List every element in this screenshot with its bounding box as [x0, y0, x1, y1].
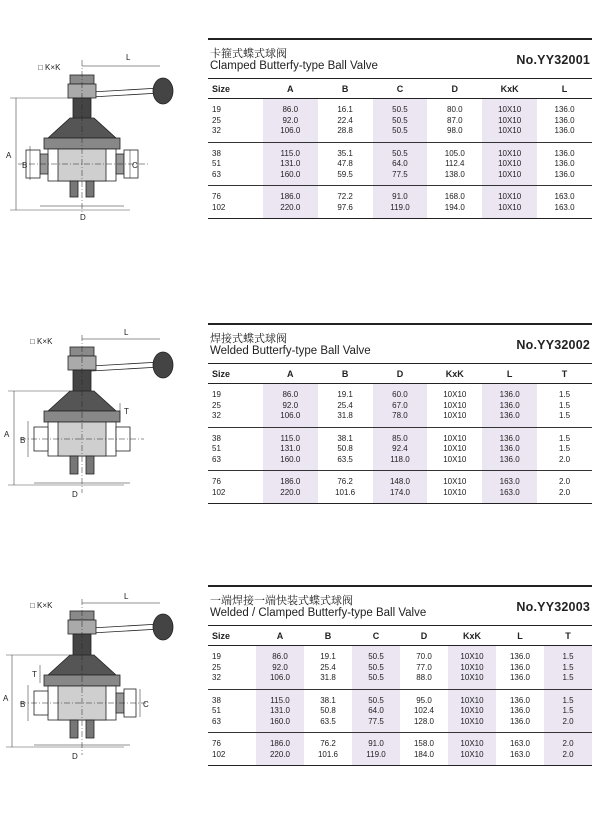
column-header: KxK — [448, 626, 496, 646]
table-cell: 72.2 — [337, 192, 353, 201]
table-cell: 10X10 — [448, 663, 496, 674]
table-cell: 22.4 — [337, 115, 353, 125]
table-row — [208, 401, 592, 412]
table-cell: 38.1 — [337, 433, 353, 443]
table-cell: 91.0 — [352, 733, 400, 750]
label-l: L — [124, 328, 129, 337]
table-cell: 50.5 — [373, 99, 428, 116]
column-header: L — [496, 626, 544, 646]
table-cell: 10X10 — [482, 142, 537, 159]
table-cell: 136.0 — [509, 652, 531, 661]
model-number: No.YY32001 — [516, 53, 590, 67]
table-row — [208, 646, 592, 663]
column-header: Size — [208, 79, 263, 99]
table-cell: 2.0 — [537, 488, 592, 504]
table-cell: 136.0 — [537, 170, 592, 186]
table-cell: 25.4 — [320, 662, 336, 672]
table-cell: 59.5 — [318, 170, 373, 186]
table-cell: 10X10 — [448, 689, 496, 706]
table-cell: 95.0 — [416, 695, 432, 705]
table-header-row — [208, 626, 592, 646]
column-header: A — [256, 626, 304, 646]
table-cell: 10X10 — [427, 488, 482, 504]
spec-table — [208, 363, 592, 504]
table-cell: 163.0 — [509, 739, 531, 748]
title-chinese: 卡箍式蝶式球阀 — [210, 47, 287, 60]
table-cell: 101.6 — [304, 750, 352, 766]
title-english: Welded / Clamped Butterfy-type Ball Valve — [210, 607, 427, 619]
table-cell: 1.5 — [558, 390, 571, 399]
table-cell: 19 — [212, 390, 221, 399]
table-cell: 10X10 — [482, 186, 537, 203]
label-l: L — [126, 53, 131, 62]
table-cell: 115.0 — [263, 142, 318, 159]
table-cell: 50.5 — [373, 116, 428, 127]
table-cell: 112.4 — [445, 159, 465, 168]
table-cell: 220.0 — [256, 750, 304, 766]
table-row — [208, 673, 592, 689]
table-cell: 10X10 — [482, 99, 537, 116]
table-cell: 63.5 — [318, 455, 373, 471]
table-cell: 64.0 — [373, 159, 428, 170]
table-row — [208, 186, 592, 203]
column-header: B — [304, 626, 352, 646]
column-header: C — [352, 626, 400, 646]
label-a: A — [4, 430, 10, 439]
table-cell: 136.0 — [482, 455, 537, 471]
label-c: C — [132, 161, 138, 170]
table-cell: 64.0 — [352, 706, 400, 717]
table-cell: 136.0 — [509, 662, 531, 672]
valve-drawing-3 — [0, 585, 200, 825]
table-cell: 10X10 — [482, 203, 537, 219]
table-cell: 92.0 — [256, 663, 304, 674]
table-cell: 119.0 — [352, 750, 400, 766]
table-cell: 1.5 — [558, 400, 571, 410]
table-cell: 88.0 — [400, 673, 448, 689]
table-cell: 128.0 — [400, 717, 448, 733]
table-cell: 76 — [212, 477, 221, 486]
table-row — [208, 717, 592, 733]
table-cell: 102 — [208, 750, 256, 766]
table-row — [208, 159, 592, 170]
table-row — [208, 455, 592, 471]
table-cell: 136.0 — [482, 444, 537, 455]
column-header: Size — [208, 364, 263, 384]
label-b: B — [22, 161, 28, 170]
table-cell: 184.0 — [400, 750, 448, 766]
table-row — [208, 126, 592, 142]
table-cell: 10X10 — [443, 433, 467, 443]
table-cell: 63 — [208, 170, 263, 186]
table-row — [208, 203, 592, 219]
table-cell: 2.0 — [544, 733, 592, 750]
table-row — [208, 471, 592, 488]
table-cell: 10X10 — [448, 733, 496, 750]
table-row — [208, 750, 592, 766]
table-cell: 51 — [212, 444, 221, 453]
table-cell: 10X10 — [448, 717, 496, 733]
table-cell: 92.4 — [373, 444, 428, 455]
table-cell: 10X10 — [482, 159, 537, 170]
column-header: C — [373, 79, 428, 99]
table-cell: 32 — [208, 673, 256, 689]
table-cell: 2.0 — [558, 477, 571, 486]
table-row — [208, 99, 592, 116]
table-cell: 186.0 — [263, 186, 318, 203]
table-row — [208, 142, 592, 159]
label-t: T — [32, 670, 37, 679]
column-header: Size — [208, 626, 256, 646]
table-cell: 136.0 — [537, 126, 592, 142]
column-header: B — [318, 364, 373, 384]
label-kxk: □ K×K — [30, 337, 53, 346]
table-header-row — [208, 79, 592, 99]
table-cell: 163.0 — [496, 750, 544, 766]
table-cell: 31.8 — [304, 673, 352, 689]
table-row — [208, 170, 592, 186]
table-cell: 106.0 — [263, 126, 318, 142]
table-cell: 138.0 — [427, 170, 482, 186]
table-cell: 136.0 — [554, 105, 575, 114]
table-row — [208, 488, 592, 504]
table-cell: 50.5 — [352, 646, 400, 663]
table-row — [208, 427, 592, 444]
table-cell: 136.0 — [482, 427, 537, 444]
table-cell: 136.0 — [496, 717, 544, 733]
table-cell: 186.0 — [263, 471, 318, 488]
table-cell: 1.5 — [537, 411, 592, 427]
table-cell: 50.5 — [352, 673, 400, 689]
table-row — [208, 444, 592, 455]
table-cell: 10X10 — [448, 750, 496, 766]
table-cell: 1.5 — [544, 689, 592, 706]
table-cell: 186.0 — [256, 733, 304, 750]
table-cell: 10X10 — [427, 455, 482, 471]
table-cell: 35.1 — [337, 148, 353, 158]
title-block — [208, 38, 592, 78]
table-cell: 1.5 — [544, 646, 592, 663]
table-cell: 102 — [208, 488, 263, 504]
table-cell: 2.0 — [544, 750, 592, 766]
table-cell: 136.0 — [554, 159, 575, 168]
label-d: D — [72, 490, 78, 499]
table-cell: 131.0 — [256, 706, 304, 717]
table-cell: 19.1 — [320, 652, 336, 661]
label-l: L — [124, 592, 129, 601]
table-cell: 31.8 — [318, 411, 373, 427]
table-cell: 148.0 — [373, 471, 428, 488]
table-cell: 10X10 — [443, 400, 467, 410]
table-cell: 32 — [208, 126, 263, 142]
table-cell: 98.0 — [427, 126, 482, 142]
table-cell: 1.5 — [558, 433, 571, 443]
table-cell: 38 — [212, 433, 221, 443]
table-cell: 76.2 — [337, 477, 353, 486]
table-cell: 10X10 — [443, 444, 467, 453]
table-cell: 51 — [212, 159, 221, 168]
info-block-1 — [208, 38, 592, 219]
table-cell: 136.0 — [509, 706, 531, 715]
table-cell: 70.0 — [416, 652, 432, 661]
column-header: D — [400, 626, 448, 646]
table-cell: 131.0 — [263, 444, 318, 455]
table-cell: 160.0 — [263, 170, 318, 186]
table-cell: 50.5 — [373, 126, 428, 142]
table-cell: 115.0 — [256, 689, 304, 706]
table-cell: 10X10 — [482, 170, 537, 186]
table-cell: 63 — [208, 455, 263, 471]
table-cell: 102.4 — [413, 706, 435, 715]
table-cell: 92.0 — [263, 116, 318, 127]
table-cell: 10X10 — [482, 116, 537, 127]
title-chinese: 一端焊接一端快装式蝶式球阀 — [210, 594, 353, 607]
table-cell: 51 — [212, 706, 221, 715]
table-cell: 136.0 — [482, 411, 537, 427]
column-header: L — [537, 79, 592, 99]
label-d: D — [80, 213, 86, 222]
table-cell: 174.0 — [373, 488, 428, 504]
table-cell: 86.0 — [263, 384, 318, 401]
table-cell: 19 — [212, 652, 221, 661]
table-cell: 50.5 — [352, 689, 400, 706]
title-chinese: 焊接式蝶式球阀 — [210, 332, 287, 345]
column-header: T — [544, 626, 592, 646]
table-cell: 80.0 — [447, 105, 463, 114]
table-cell: 85.0 — [373, 427, 428, 444]
table-cell: 10X10 — [443, 390, 467, 399]
table-cell: 160.0 — [263, 455, 318, 471]
label-b: B — [20, 436, 26, 445]
table-cell: 77.5 — [352, 717, 400, 733]
table-cell: 136.0 — [496, 673, 544, 689]
table-cell: 50.5 — [352, 663, 400, 674]
table-cell: 106.0 — [256, 673, 304, 689]
table-cell: 25 — [212, 662, 221, 672]
table-cell: 38 — [212, 148, 221, 158]
table-cell: 105.0 — [444, 148, 465, 158]
table-cell: 16.1 — [337, 105, 353, 114]
table-cell: 115.0 — [263, 427, 318, 444]
table-cell: 92.0 — [263, 401, 318, 412]
table-cell: 67.0 — [373, 401, 428, 412]
table-cell: 220.0 — [263, 203, 318, 219]
table-cell: 86.0 — [263, 99, 318, 116]
table-cell: 136.0 — [509, 695, 531, 705]
table-cell: 19 — [212, 105, 221, 114]
table-cell: 163.0 — [537, 203, 592, 219]
table-cell: 2.0 — [537, 455, 592, 471]
table-cell: 28.8 — [318, 126, 373, 142]
table-cell: 10X10 — [443, 477, 467, 486]
table-cell: 10X10 — [448, 673, 496, 689]
table-cell: 136.0 — [554, 148, 575, 158]
table-row — [208, 689, 592, 706]
table-cell: 163.0 — [482, 471, 537, 488]
label-b: B — [20, 700, 26, 709]
table-cell: 102 — [208, 203, 263, 219]
table-cell: 77.0 — [416, 662, 432, 672]
title-block — [208, 323, 592, 363]
model-number: No.YY32002 — [516, 338, 590, 352]
table-cell: 10X10 — [482, 126, 537, 142]
column-header: A — [263, 79, 318, 99]
table-cell: 10X10 — [427, 411, 482, 427]
table-cell: 118.0 — [373, 455, 428, 471]
table-cell: 78.0 — [373, 411, 428, 427]
valve-drawing-2 — [0, 323, 200, 563]
table-cell: 163.0 — [554, 192, 575, 201]
title-english: Clamped Butterfy-type Ball Valve — [210, 60, 378, 72]
table-cell: 194.0 — [427, 203, 482, 219]
table-row — [208, 706, 592, 717]
spec-table — [208, 78, 592, 219]
table-cell: 106.0 — [263, 411, 318, 427]
label-kxk: □ K×K — [38, 63, 61, 72]
column-header: T — [537, 364, 592, 384]
table-cell: 136.0 — [482, 401, 537, 412]
table-cell: 97.6 — [318, 203, 373, 219]
table-cell: 91.0 — [373, 186, 428, 203]
table-cell: 87.0 — [447, 115, 463, 125]
table-row — [208, 663, 592, 674]
info-block-2 — [208, 323, 592, 504]
table-cell: 163.0 — [482, 488, 537, 504]
table-cell: 136.0 — [554, 115, 575, 125]
table-cell: 77.5 — [373, 170, 428, 186]
table-cell: 220.0 — [263, 488, 318, 504]
table-cell: 1.5 — [544, 663, 592, 674]
table-cell: 76 — [212, 192, 221, 201]
table-cell: 131.0 — [263, 159, 318, 170]
label-d: D — [72, 752, 78, 761]
model-number: No.YY32003 — [516, 600, 590, 614]
table-cell: 50.8 — [337, 444, 353, 453]
table-cell: 63 — [208, 717, 256, 733]
table-row — [208, 411, 592, 427]
column-header: KxK — [482, 79, 537, 99]
column-header: B — [318, 79, 373, 99]
table-cell: 47.8 — [337, 159, 353, 168]
table-cell: 10X10 — [448, 706, 496, 717]
table-cell: 101.6 — [318, 488, 373, 504]
column-header: KxK — [427, 364, 482, 384]
table-cell: 19.1 — [337, 390, 353, 399]
table-cell: 86.0 — [256, 646, 304, 663]
info-block-3 — [208, 585, 592, 766]
table-cell: 1.5 — [544, 673, 592, 689]
table-cell: 50.5 — [373, 142, 428, 159]
table-cell: 60.0 — [373, 384, 428, 401]
table-row — [208, 116, 592, 127]
table-cell: 1.5 — [544, 706, 592, 717]
table-cell: 160.0 — [256, 717, 304, 733]
title-english: Welded Butterfy-type Ball Valve — [210, 345, 371, 357]
table-cell: 2.0 — [544, 717, 592, 733]
column-header: D — [373, 364, 428, 384]
table-cell: 158.0 — [413, 739, 435, 748]
table-cell: 1.5 — [558, 444, 571, 453]
table-row — [208, 384, 592, 401]
table-cell: 119.0 — [373, 203, 428, 219]
table-cell: 63.5 — [304, 717, 352, 733]
table-cell: 76.2 — [320, 739, 336, 748]
table-cell: 25 — [212, 115, 221, 125]
table-cell: 10X10 — [448, 646, 496, 663]
table-header-row — [208, 364, 592, 384]
label-c: C — [143, 700, 149, 709]
table-cell: 25.4 — [337, 400, 353, 410]
table-cell: 38 — [212, 695, 221, 705]
table-cell: 76 — [212, 739, 221, 748]
column-header: A — [263, 364, 318, 384]
label-a: A — [6, 151, 12, 160]
table-cell: 25 — [212, 400, 221, 410]
spec-table — [208, 625, 592, 766]
label-a: A — [3, 694, 9, 703]
table-cell: 168.0 — [444, 192, 465, 201]
title-block — [208, 585, 592, 625]
column-header: L — [482, 364, 537, 384]
label-kxk: □ K×K — [30, 601, 53, 610]
table-cell: 38.1 — [320, 695, 336, 705]
table-cell: 136.0 — [482, 384, 537, 401]
table-cell: 32 — [208, 411, 263, 427]
valve-drawing-1 — [0, 38, 200, 278]
label-t: T — [124, 407, 129, 416]
table-row — [208, 733, 592, 750]
column-header: D — [427, 79, 482, 99]
table-cell: 50.8 — [320, 706, 336, 715]
